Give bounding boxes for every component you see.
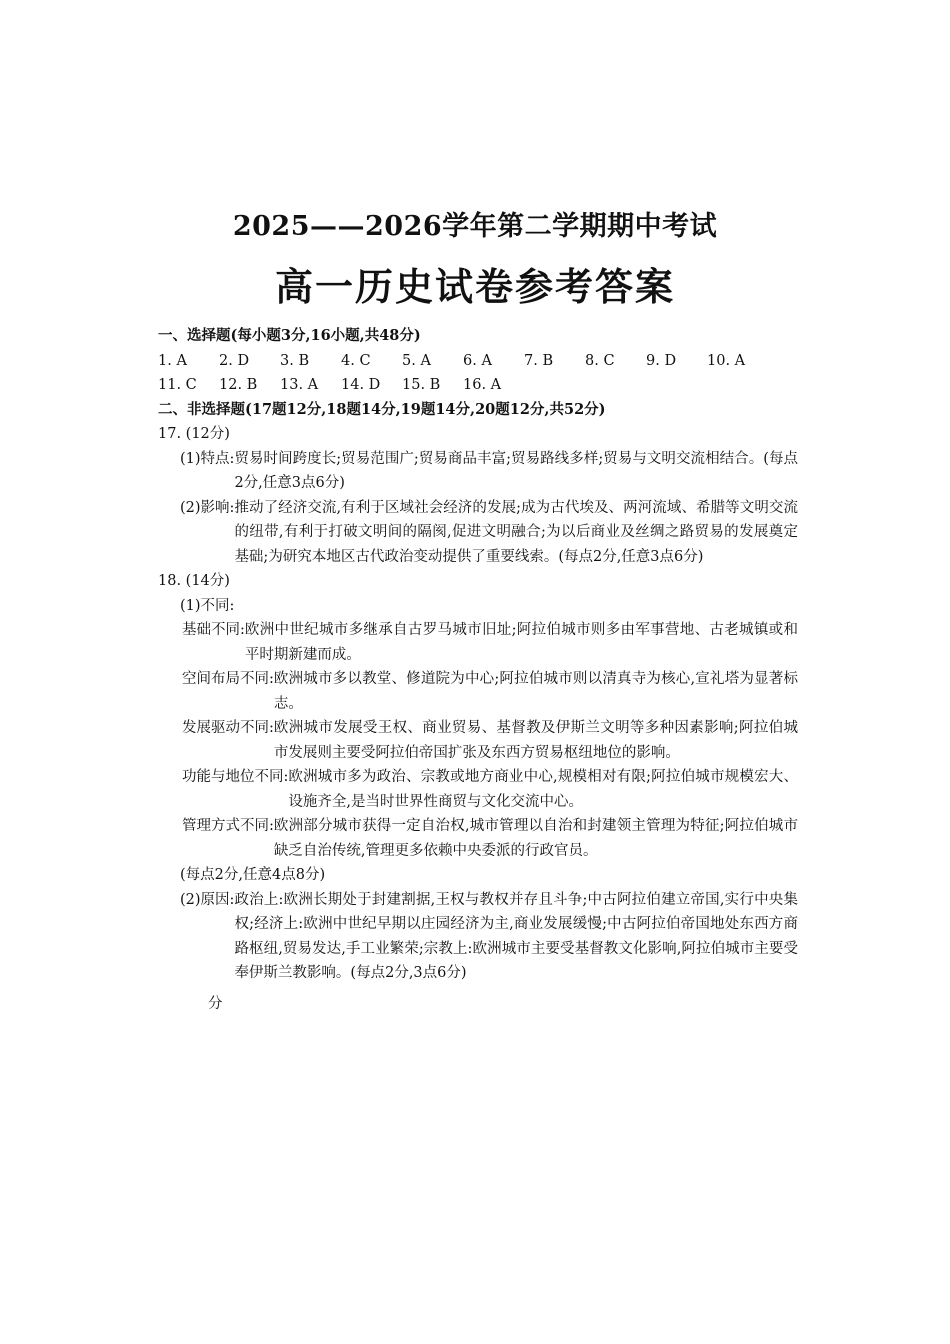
q17-heading: 17. (12分) <box>158 426 230 442</box>
q18-item-label: 功能与地位不同: <box>182 769 289 785</box>
q17-part1 <box>158 447 798 496</box>
q18-item <box>158 618 798 667</box>
answer-key-title: 高一历史试卷参考答案 <box>274 264 675 309</box>
choice-answer: 3. B <box>280 352 310 369</box>
q18-part2-label: (2)原因: <box>180 891 235 908</box>
q18-item-label: 管理方式不同: <box>182 818 274 834</box>
choice-answer: 8. C <box>585 352 615 369</box>
answer-content <box>158 324 798 1016</box>
q18-item <box>158 765 798 814</box>
q18-item-label: 基础不同: <box>182 622 245 638</box>
choice-answer: 11. C <box>158 377 197 393</box>
q18-item-label: 发展驱动不同: <box>182 720 274 736</box>
choice-answer: 5. A <box>402 352 431 369</box>
exam-title: 2025——2026学年第二学期期中考试 <box>232 211 718 242</box>
q18-part1-note: (每点2分,任意4点8分) <box>180 867 326 883</box>
q17-part1-text: 贸易时间跨度长;贸易范围广;贸易商品丰富;贸易路线多样;贸易与文明交流相结合。(每点2分,任意3点6分) <box>234 450 798 491</box>
q17-part2-text: 推动了经济交流,有利于区域社会经济的发展;成为古代埃及、两河流域、希腊等文明交流的纽带,有利于打破文明间的隔阂,促进文明融合;为以后商业及丝绸之路贸易的发展奠定基础;为研究本地区古代政治变动提供了重要线索。(每点2分,任意3点6分) <box>234 499 798 565</box>
choice-answers <box>158 349 798 398</box>
choice-answer: 1. A <box>158 352 187 369</box>
q17-part2 <box>158 496 798 570</box>
choice-answer: 15. B <box>402 377 441 393</box>
trailing-mark: 分 <box>208 995 223 1012</box>
q18-item-text: 欧洲城市多为政治、宗教或地方商业中心,规模相对有限;阿拉伯城市规模宏大、设施齐全,是当时世界性商贸与文化交流中心。 <box>288 769 798 810</box>
choice-answer: 4. C <box>341 352 371 369</box>
q18-part2-text: 政治上:欧洲长期处于封建割据,王权与教权并存且斗争;中古阿拉伯建立帝国,实行中央集权;经济上:欧洲中世纪早期以庄园经济为主,商业发展缓慢;中古阿拉伯帝国地处东西方商路枢纽,贸易发达,手工业繁荣;宗教上:欧洲城市主要受基督教文化影响,阿拉伯城市主要受奉伊斯兰教影响。(每点2分,3点6分) <box>234 891 798 981</box>
q18-item <box>158 667 798 716</box>
q18-item-text: 欧洲城市多以教堂、修道院为中心;阿拉伯城市则以清真寺为核心,宣礼塔为显著标志。 <box>273 671 798 712</box>
choice-answer: 16. A <box>463 377 502 393</box>
q18-item-text: 欧洲城市发展受王权、商业贸易、基督教及伊斯兰文明等多种因素影响;阿拉伯城市发展则主要受阿拉伯帝国扩张及东西方贸易枢纽地位的影响。 <box>273 720 798 761</box>
q18-item-text: 欧洲中世纪城市多继承自古罗马城市旧址;阿拉伯城市则多由军事营地、古老城镇或和平时期新建而成。 <box>244 622 798 663</box>
q18-item-text: 欧洲部分城市获得一定自治权,城市管理以自治和封建领主管理为特征;阿拉伯城市缺乏自治传统,管理更多依赖中央委派的行政官员。 <box>273 818 798 859</box>
q18-part2 <box>158 888 798 986</box>
choice-answer: 12. B <box>219 377 258 393</box>
choice-answer: 2. D <box>219 352 250 369</box>
choice-answer: 7. B <box>524 352 554 369</box>
choice-answer: 13. A <box>280 377 319 393</box>
choice-answer: 6. A <box>463 352 492 369</box>
q17-part2-label: (2)影响: <box>180 499 235 516</box>
section1-heading: 一、选择题(每小题3分,16小题,共48分) <box>158 327 421 344</box>
q17-part1-label: (1)特点: <box>180 450 235 467</box>
choice-answer: 14. D <box>341 377 381 393</box>
choice-answer: 10. A <box>707 352 746 369</box>
q18-item <box>158 716 798 765</box>
q18-item <box>158 814 798 863</box>
choice-answer: 9. D <box>646 352 677 369</box>
q18-heading: 18. (14分) <box>158 573 230 589</box>
section2-heading: 二、非选择题(17题12分,18题14分,19题14分,20题12分,共52分) <box>158 400 606 418</box>
q18-part1-heading: (1)不同: <box>180 597 235 614</box>
q18-item-label: 空间布局不同: <box>182 671 274 687</box>
